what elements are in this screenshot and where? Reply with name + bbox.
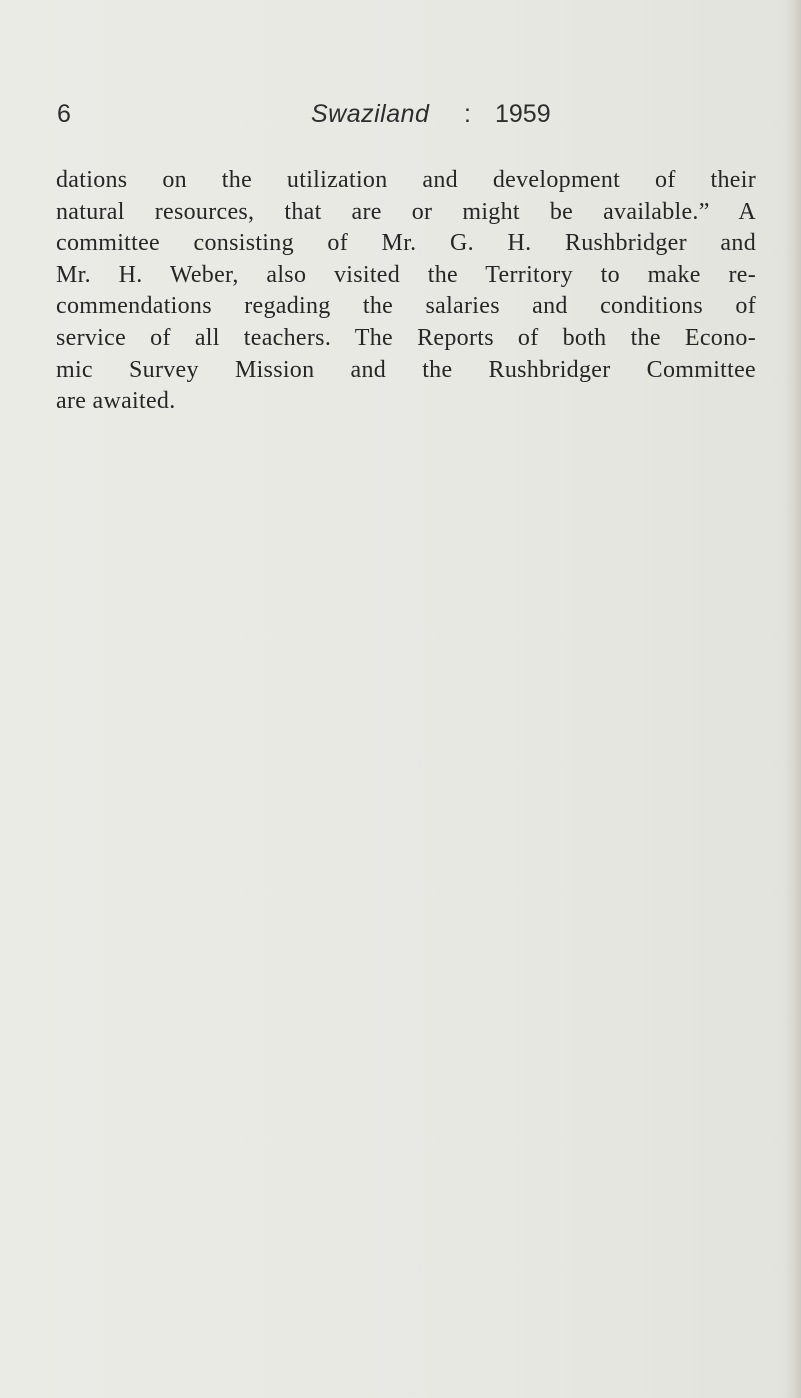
running-title: Swaziland	[311, 100, 430, 128]
text-line: dations on the utilization and development of their	[56, 167, 756, 193]
text-line: commendations regading the salaries and conditions of	[56, 293, 756, 320]
text-line: are awaited.	[56, 388, 176, 415]
page-edge-shadow	[783, 0, 801, 1398]
text-line: mic Survey Mission and the Rushbridger Committee	[56, 356, 756, 383]
text-line: Mr. H. Weber, also visited the Territory to make re-	[56, 261, 756, 288]
text-line: natural resources, that are or might be available.” A	[56, 198, 756, 225]
running-header	[57, 100, 757, 140]
running-year: 1959	[495, 100, 551, 128]
text-line: committee consisting of Mr. G. H. Rushbridger and	[56, 230, 756, 257]
body-paragraph	[56, 165, 756, 418]
running-separator: :	[464, 100, 471, 128]
text-line: service of all teachers. The Reports of both the Econo-	[56, 324, 756, 351]
page-number: 6	[57, 100, 71, 128]
